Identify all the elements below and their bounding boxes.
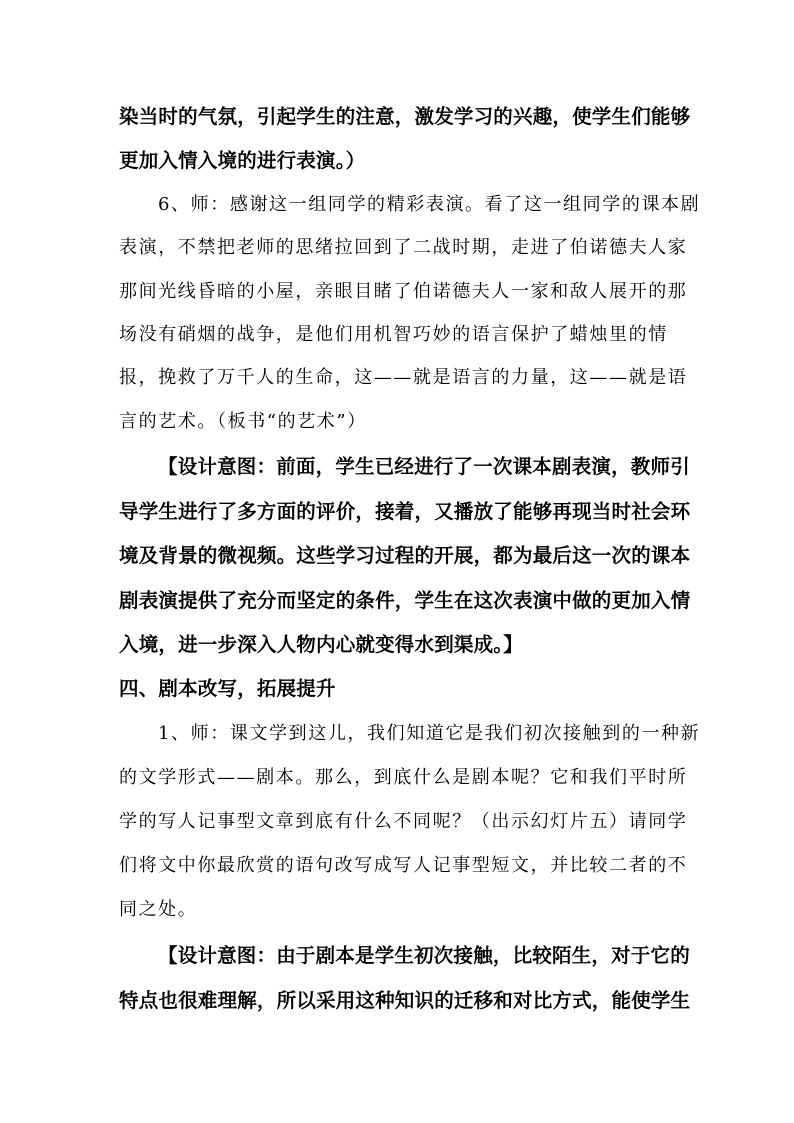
text-line: 学的写人记事型文章到底有什么不同呢？（出示幻灯片五）请同学 bbox=[119, 811, 688, 832]
text-line: 表演，不禁把老师的思绪拉回到了二战时期，走进了伯诺德夫人家 bbox=[119, 237, 688, 258]
text-line: 的文学形式——剧本。那么，到底什么是剧本呢？它和我们平时所 bbox=[119, 767, 688, 788]
text-line: 报，挽救了万千人的生命，这——就是语言的力量，这——就是语 bbox=[119, 367, 688, 388]
text-line: 那间光线昏暗的小屋，亲眼目睹了伯诺德夫人一家和敌人展开的那 bbox=[119, 281, 688, 302]
text-line: 【设计意图：由于剧本是学生初次接触，比较陌生，对于它的 bbox=[158, 944, 690, 967]
text-line: 同之处。 bbox=[119, 899, 198, 920]
section-heading: 四、剧本改写，拓展提升 bbox=[119, 677, 336, 700]
text-line: 剧表演提供了充分而坚定的条件，学生在这次表演中做的更加入情 bbox=[119, 589, 691, 612]
text-line: 们将文中你最欣赏的语句改写成写人记事型短文，并比较二者的不 bbox=[119, 855, 688, 876]
text-line: 导学生进行了多方面的评价，接着，又播放了能够再现当时社会环 bbox=[119, 500, 691, 523]
text-line: 场没有硝烟的战争，是他们用机智巧妙的语言保护了蜡烛里的情 bbox=[119, 324, 668, 345]
text-line: 1、师：课文学到这儿，我们知道它是我们初次接触到的一种新 bbox=[158, 723, 701, 744]
text-line: 更加入情入境的进行表演。） bbox=[119, 149, 366, 172]
text-line: 特点也很难理解，所以采用这种知识的迁移和对比方式，能使学生 bbox=[119, 989, 691, 1012]
text-line: 境及背景的微视频。这些学习过程的开展，都为最后这一次的课本 bbox=[119, 544, 691, 567]
text-line: 染当时的气氛，引起学生的注意，激发学习的兴趣，使学生们能够 bbox=[119, 105, 691, 128]
text-line: 入境，进一步深入人物内心就变得水到渠成。】 bbox=[119, 633, 523, 656]
text-line: 【设计意图：前面，学生已经进行了一次课本剧表演，教师引 bbox=[158, 455, 690, 478]
text-line: 6、师：感谢这一组同学的精彩表演。看了这一组同学的课本剧 bbox=[158, 194, 701, 215]
text-line: 言的艺术。（板书“的艺术”） bbox=[119, 411, 367, 432]
